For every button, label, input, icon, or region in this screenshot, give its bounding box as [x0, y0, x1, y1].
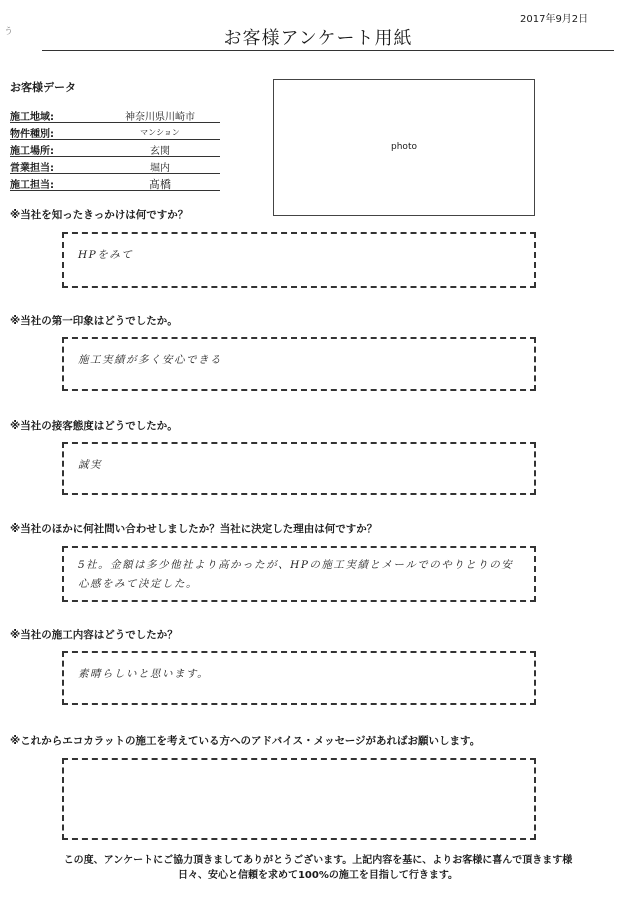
survey-date: 2017年9月2日: [520, 14, 589, 25]
answer-box-5: [62, 651, 536, 705]
answer-box-6: [62, 758, 536, 840]
info-value: 堀内: [150, 163, 170, 174]
info-value: 髙橋: [149, 178, 171, 191]
answer-text: 誠実: [78, 459, 102, 471]
answer-box-1: [62, 232, 536, 288]
answer-text: 施工実績が多く安心できる: [78, 354, 222, 366]
info-label: 営業担当:: [10, 163, 54, 174]
question-5: ※当社の施工内容はどうでしたか？: [10, 629, 178, 641]
corner-handwritten-mark: う: [4, 27, 14, 37]
answer-box-2: [62, 337, 536, 391]
customer-data-heading: お客様データ: [10, 81, 76, 94]
info-label: 施工場所:: [10, 146, 54, 157]
info-row-installer: [10, 175, 220, 191]
info-row-property-type: [10, 124, 220, 140]
photo-label: photo: [391, 142, 417, 152]
answer-box-4: [62, 546, 536, 602]
question-3: ※当社の接客態度はどうでしたか。: [10, 420, 178, 432]
footer-line-1: この度、アンケートにご協力頂きましてありがとうございます。上記内容を基に、よりお客様に喜んで頂きます様: [63, 855, 573, 866]
info-row-sales-rep: [10, 158, 220, 174]
title-underline: [42, 50, 614, 51]
info-row-area: [10, 107, 220, 123]
info-label: 施工担当:: [10, 180, 54, 191]
info-value: マンション: [140, 128, 180, 137]
info-value: 玄関: [150, 146, 170, 157]
info-label: 物件種別:: [10, 129, 54, 140]
photo-placeholder: [273, 79, 535, 216]
info-value: 神奈川県川崎市: [125, 112, 195, 123]
question-6: ※これからエコカラットの施工を考えている方へのアドバイス・メッセージがあればお願いします。: [10, 735, 481, 747]
info-label: 施工地域:: [10, 112, 54, 123]
question-2: ※当社の第一印象はどうでしたか。: [10, 315, 178, 327]
info-row-location: [10, 141, 220, 157]
question-4: ※当社のほかに何社問い合わせしましたか？当社に決定した理由は何ですか？: [10, 523, 378, 535]
answer-text: 素晴らしいと思います。: [78, 668, 210, 680]
page-title: お客様アンケート用紙: [223, 28, 413, 49]
answer-text: 5社。金額は多少他社より高かったが、HPの施工実績とメールでのやりとりの安心感をみて決定した。: [78, 559, 514, 590]
answer-text: HPをみて: [78, 249, 134, 261]
answer-box-3: [62, 442, 536, 495]
footer-line-2: 日々、安心と信頼を求めて100%の施工を目指して行きます。: [177, 870, 459, 881]
question-1: ※当社を知ったきっかけは何ですか？: [10, 209, 189, 221]
